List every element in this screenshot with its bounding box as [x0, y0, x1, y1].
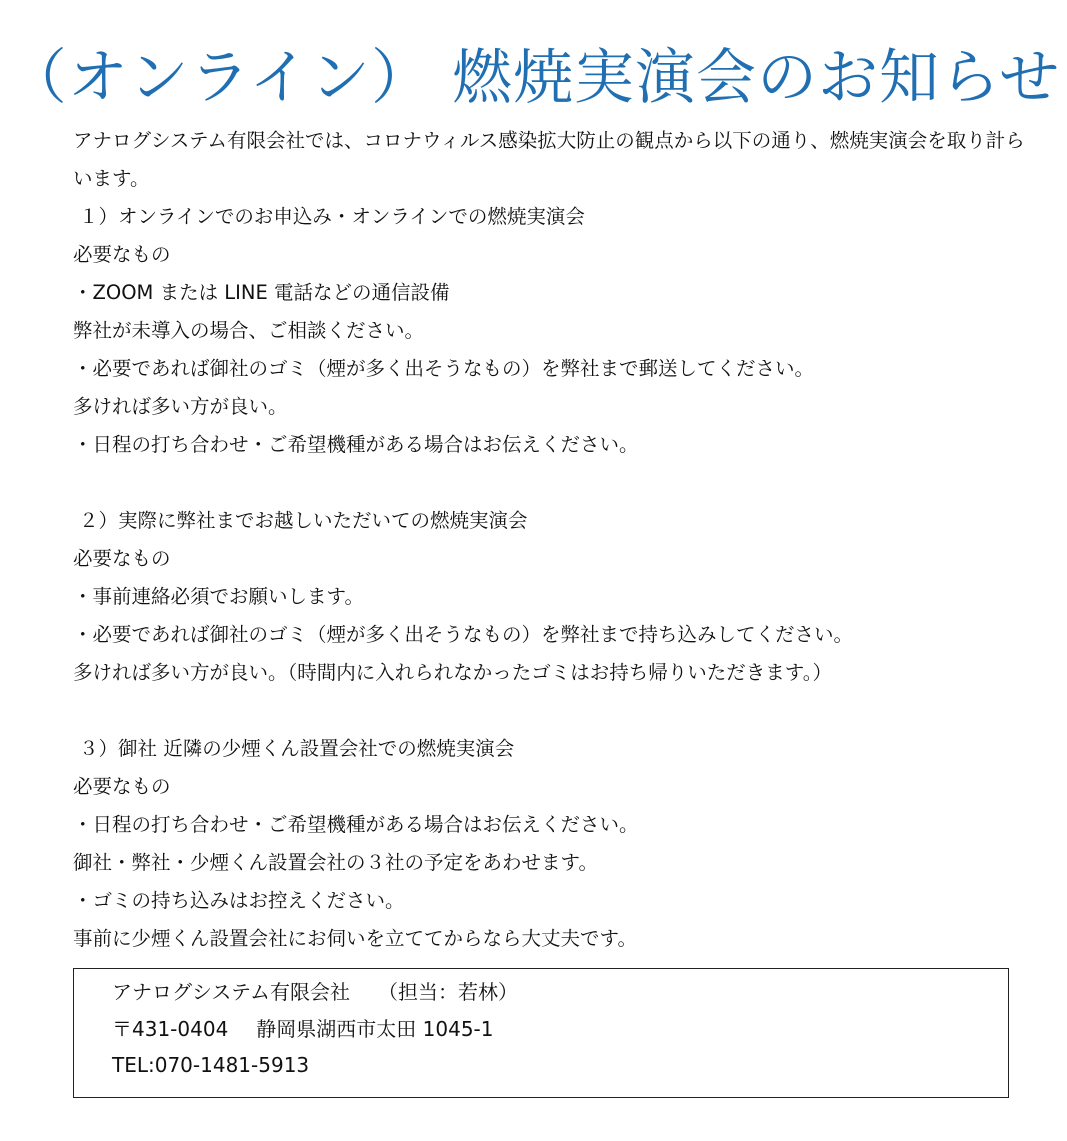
section-nearby	[73, 730, 1033, 958]
section-visit	[73, 502, 1033, 692]
section-line: ・事前連絡必須でお願いします。	[73, 585, 364, 608]
contact-postal: 〒431-0404	[112, 1017, 229, 1041]
section-heading: ２）実際に弊社までお越しいただいての燃焼実演会	[79, 509, 528, 532]
contact-address-line	[112, 1011, 494, 1047]
contact-company: アナログシステム有限会社	[112, 980, 350, 1004]
section-line: ・日程の打ち合わせ・ご希望機種がある場合はお伝えください。	[73, 433, 639, 456]
section-line: 多ければ多い方が良い。	[73, 395, 288, 418]
section-heading: ３）御社 近隣の少煙くん設置会社での燃焼実演会	[79, 737, 515, 760]
section-line: ・ZOOM または LINE 電話などの通信設備	[73, 281, 450, 304]
section-line: ・ゴミの持ち込みはお控えください。	[73, 889, 405, 912]
contact-company-line	[112, 974, 518, 1010]
intro-paragraph: アナログシステム有限会社では、コロナウィルス感染拡大防止の観点から以下の通り、燃焼実演会を取り計らいます。	[73, 129, 1025, 190]
section-online	[73, 198, 1033, 464]
section-line: ・必要であれば御社のゴミ（煙が多く出そうなもの）を弊社まで郵送してください。	[73, 357, 815, 380]
contact-tel: TEL:070-1481-5913	[112, 1053, 310, 1077]
contact-box	[73, 968, 1009, 1098]
section-line: 多ければ多い方が良い。（時間内に入れられなかったゴミはお持ち帰りいただきます。）	[73, 661, 832, 684]
section-line: 弊社が未導入の場合、ご相談ください。	[73, 319, 425, 342]
spacer	[73, 464, 1033, 502]
section-line: 事前に少煙くん設置会社にお伺いを立ててからなら大丈夫です。	[73, 927, 637, 950]
section-line: ・必要であれば御社のゴミ（煙が多く出そうなもの）を弊社まで持ち込みしてください。	[73, 623, 854, 646]
section-line: 必要なもの	[73, 243, 171, 266]
section-line: ・日程の打ち合わせ・ご希望機種がある場合はお伝えください。	[73, 813, 639, 836]
page-title: （オンライン） 燃焼実演会のお知らせ	[6, 43, 1061, 113]
section-line: 必要なもの	[73, 547, 171, 570]
notice-body	[73, 122, 1033, 958]
section-heading: １）オンラインでのお申込み・オンラインでの燃焼実演会	[79, 205, 585, 228]
section-line: 必要なもの	[73, 775, 171, 798]
spacer	[73, 692, 1033, 730]
contact-address: 静岡県湖西市太田 1045-1	[256, 1017, 494, 1041]
section-line: 御社・弊社・少煙くん設置会社の３社の予定をあわせます。	[73, 851, 598, 874]
contact-person: （担当：若林）	[378, 980, 518, 1004]
